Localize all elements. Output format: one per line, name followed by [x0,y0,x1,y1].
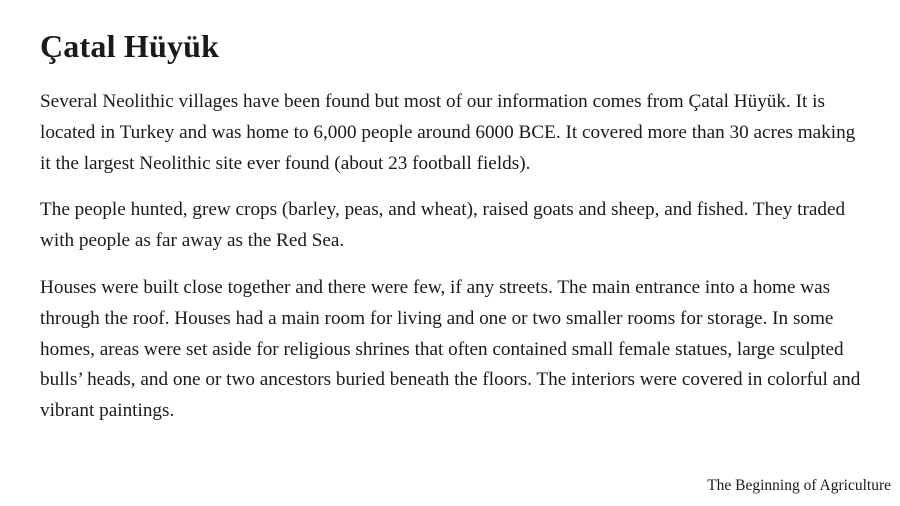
paragraph-economy: The people hunted, grew crops (barley, peas, and wheat), raised goats and sheep, and fished. They traded with people as far away as the Red Sea. [40,199,846,252]
paragraph-houses: Houses were built close together and there were few, if any streets. The main entrance into a home was through the roof. Houses had a main room for living and one or two smaller rooms for storage. In some homes, areas were set aside for religious shrines that often contained small female statues, large sculpted bulls’ heads, and one or two ancestors buried beneath the floors. The interiors were covered in colorful and vibrant paintings. [40,276,861,422]
slide-body [40,87,870,443]
slide-title: Çatal Hüyük [40,28,220,64]
footer-caption: The Beginning of Agriculture [707,477,891,494]
paragraph-location: Several Neolithic villages have been found but most of our information comes from Çatal Hüyük. It is located in Turkey and was home to 6,000 people around 6000 BCE. It covered more than 30 acres making it the largest Neolithic site ever found (about 23 football fields). [40,91,856,174]
